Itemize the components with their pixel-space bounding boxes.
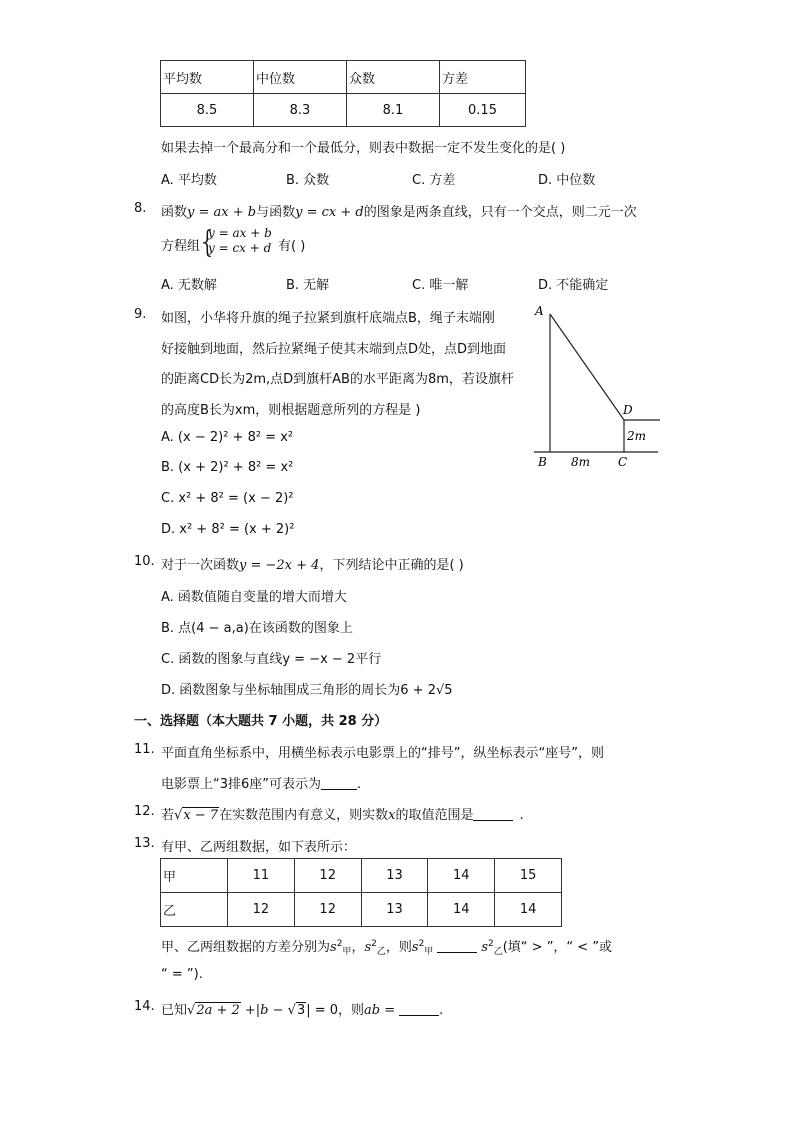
subscript: 乙 xyxy=(376,947,386,957)
superscript: 2 xyxy=(487,939,494,949)
table-header-cell: 平均数 xyxy=(161,61,254,94)
q12-variable: x xyxy=(388,808,396,823)
q12-end: . xyxy=(519,808,524,823)
q9-option-b: B. (x + 2)² + 8² = x² xyxy=(161,460,294,475)
q8-text: 与函数 xyxy=(256,205,296,220)
q7-option-c: C. 方差 xyxy=(412,173,456,188)
q10-text: ，下列结论中正确的是( ) xyxy=(319,558,464,573)
q8-option-c: C. 唯一解 xyxy=(412,278,469,293)
table-row xyxy=(161,893,562,927)
variance-symbol: s xyxy=(330,940,337,955)
subscript: 甲 xyxy=(424,947,434,957)
section-heading: 一、选择题（本大题共 7 小题，共 28 分） xyxy=(134,714,388,729)
q11-end: . xyxy=(357,777,362,792)
variance-symbol: s xyxy=(411,940,419,955)
superscript: 2 xyxy=(371,939,377,949)
table-header-cell: 方差 xyxy=(440,61,526,94)
q11-text: 电影票上“3排6座”可表示为 xyxy=(161,777,322,792)
q8-text: 的图象是两条直线，只有一个交点，则二元一次 xyxy=(363,205,637,220)
table-header-cell: 中位数 xyxy=(254,61,347,94)
q7-option-a: A. 平均数 xyxy=(161,173,217,188)
answer-blank[interactable] xyxy=(399,1015,439,1016)
q14-text: +|b − xyxy=(240,1003,288,1018)
q10-formula: y = −2x + 4 xyxy=(239,558,320,573)
stats-table xyxy=(160,60,526,127)
point-d-label: D xyxy=(623,403,633,417)
q8-formula-1: y = ax + b xyxy=(187,205,257,220)
table-cell: 8.1 xyxy=(347,94,440,127)
q7-option-b: B. 众数 xyxy=(286,173,330,188)
q14-expression: ab = xyxy=(364,1003,396,1018)
table-cell: 0.15 xyxy=(440,94,526,127)
q8-number: 8. xyxy=(134,201,147,216)
q10-option-a: A. 函数值随自变量的增大而增大 xyxy=(161,590,347,605)
table-row xyxy=(161,94,526,127)
q10-number: 10. xyxy=(134,554,155,569)
table-cell: 13 xyxy=(361,893,428,927)
point-b-label: B xyxy=(538,455,547,469)
table-cell: 14 xyxy=(495,893,562,927)
q10-option-d: D. 函数图象与坐标轴围成三角形的周长为6 + 2√5 xyxy=(161,683,453,698)
q9-stem-line: 的高度B长为xm，则根据题意所列的方程是 ) xyxy=(161,403,421,418)
q14-text: | = 0，则 xyxy=(306,1003,365,1018)
q13-text: ，则 xyxy=(385,940,412,955)
table-cell: 14 xyxy=(428,893,495,927)
bc-length-label: 8m xyxy=(571,455,591,469)
q13-text: 甲、乙两组数据的方差分别为 xyxy=(161,940,331,955)
q10-stem xyxy=(161,554,464,573)
q12-text: 的取值范围是 xyxy=(395,808,474,823)
table-cell: 8.3 xyxy=(254,94,347,127)
q9-option-a: A. (x − 2)² + 8² = x² xyxy=(161,430,294,445)
table-cell: 11 xyxy=(228,859,295,893)
q9-option-c: C. x² + 8² = (x − 2)² xyxy=(161,491,294,506)
variance-symbol: s xyxy=(364,940,372,955)
q12-number: 12. xyxy=(134,804,155,819)
radical-sign: √ xyxy=(187,1003,196,1018)
point-c-label: C xyxy=(618,455,628,469)
q13-question-line1 xyxy=(161,936,612,957)
q12-radicand: x − 7 xyxy=(183,808,219,823)
q12-text: 若 xyxy=(161,808,175,823)
q10-option-b: B. 点(4 − a,a)在该函数的图象上 xyxy=(161,621,353,636)
table-cell: 14 xyxy=(428,859,495,893)
q8-option-d: D. 不能确定 xyxy=(538,278,609,293)
q14-text: 已知 xyxy=(161,1003,188,1018)
q13-text: (填“ > ”，“ < ”或 xyxy=(502,940,613,955)
table-header-cell: 众数 xyxy=(347,61,440,94)
q14-number: 14. xyxy=(134,999,155,1014)
q13-text: ， xyxy=(351,940,365,955)
q13-number: 13. xyxy=(134,836,155,851)
superscript: 2 xyxy=(336,939,343,949)
q8-stem-line1 xyxy=(161,201,637,220)
rope-line xyxy=(550,314,624,420)
table-cell: 12 xyxy=(294,893,361,927)
q8-equation-2: y = cx + d xyxy=(208,241,272,255)
q12-text: 在实数范围内有意义，则实数 xyxy=(219,808,389,823)
q9-stem-line: 如图，小华将升旗的绳子拉紧到旗杆底端点B，绳子末端刚 xyxy=(161,311,495,326)
table-cell: 12 xyxy=(228,893,295,927)
q13-stem: 有甲、乙两组数据，如下表所示： xyxy=(161,840,357,855)
table-cell: 15 xyxy=(495,859,562,893)
answer-blank[interactable] xyxy=(473,820,513,821)
table-cell: 12 xyxy=(294,859,361,893)
cd-length-label: 2m xyxy=(627,429,647,443)
q7-stem: 如果去掉一个最高分和一个最低分，则表中数据一定不发生变化的是( ) xyxy=(161,141,566,156)
q10-option-c: C. 函数的图象与直线y = −x − 2平行 xyxy=(161,652,382,667)
subscript: 乙 xyxy=(493,947,503,957)
variance-symbol: s xyxy=(481,940,488,955)
radical-sign: √ xyxy=(287,1003,296,1018)
q8-formula-2: y = cx + d xyxy=(295,205,364,220)
q11-line1: 平面直角坐标系中，用横坐标表示电影票上的“排号”，纵坐标表示“座号”，则 xyxy=(161,746,604,761)
q12-stem xyxy=(161,804,524,823)
radical-sign: √ xyxy=(174,808,183,823)
table-row xyxy=(161,61,526,94)
q9-option-d: D. x² + 8² = (x + 2)² xyxy=(161,522,295,537)
answer-blank[interactable] xyxy=(321,789,357,790)
superscript: 2 xyxy=(418,939,425,949)
q14-stem xyxy=(161,999,443,1018)
table-cell: 甲 xyxy=(161,859,228,893)
q13-question-line2: “ = ”). xyxy=(161,967,203,982)
q14-end: . xyxy=(439,1003,444,1018)
q14-radicand-1: 2a + 2 xyxy=(196,1003,240,1018)
table-cell: 13 xyxy=(361,859,428,893)
brace-symbol: { xyxy=(198,225,218,260)
q8-equation-1: y = ax + b xyxy=(208,226,272,240)
subscript: 甲 xyxy=(342,947,352,957)
table-cell: 8.5 xyxy=(161,94,254,127)
q9-number: 9. xyxy=(134,307,147,322)
point-a-label: A xyxy=(535,304,544,318)
q9-stem-line: 好接触到地面，然后拉紧绳子使其末端到点D处，点D到地面 xyxy=(161,342,507,357)
answer-blank[interactable] xyxy=(437,952,477,953)
q11-line2 xyxy=(161,773,361,792)
q8-stem-end: 有( ) xyxy=(278,239,306,254)
flagpole-figure xyxy=(528,300,668,472)
q7-option-d: D. 中位数 xyxy=(538,173,596,188)
q8-system xyxy=(208,226,272,256)
q9-stem-line: 的距离CD长为2m,点D到旗杆AB的水平距离为8m，若设旗杆 xyxy=(161,372,514,387)
q13-data-table xyxy=(160,858,562,927)
table-cell: 乙 xyxy=(161,893,228,927)
q8-system-label: 方程组 xyxy=(161,239,201,254)
q8-option-b: B. 无解 xyxy=(286,278,330,293)
q11-number: 11. xyxy=(134,742,155,757)
q10-text: 对于一次函数 xyxy=(161,558,240,573)
table-row xyxy=(161,859,562,893)
q8-text: 函数 xyxy=(161,205,188,220)
q8-option-a: A. 无数解 xyxy=(161,278,217,293)
q14-radicand-2: 3 xyxy=(296,1003,306,1018)
